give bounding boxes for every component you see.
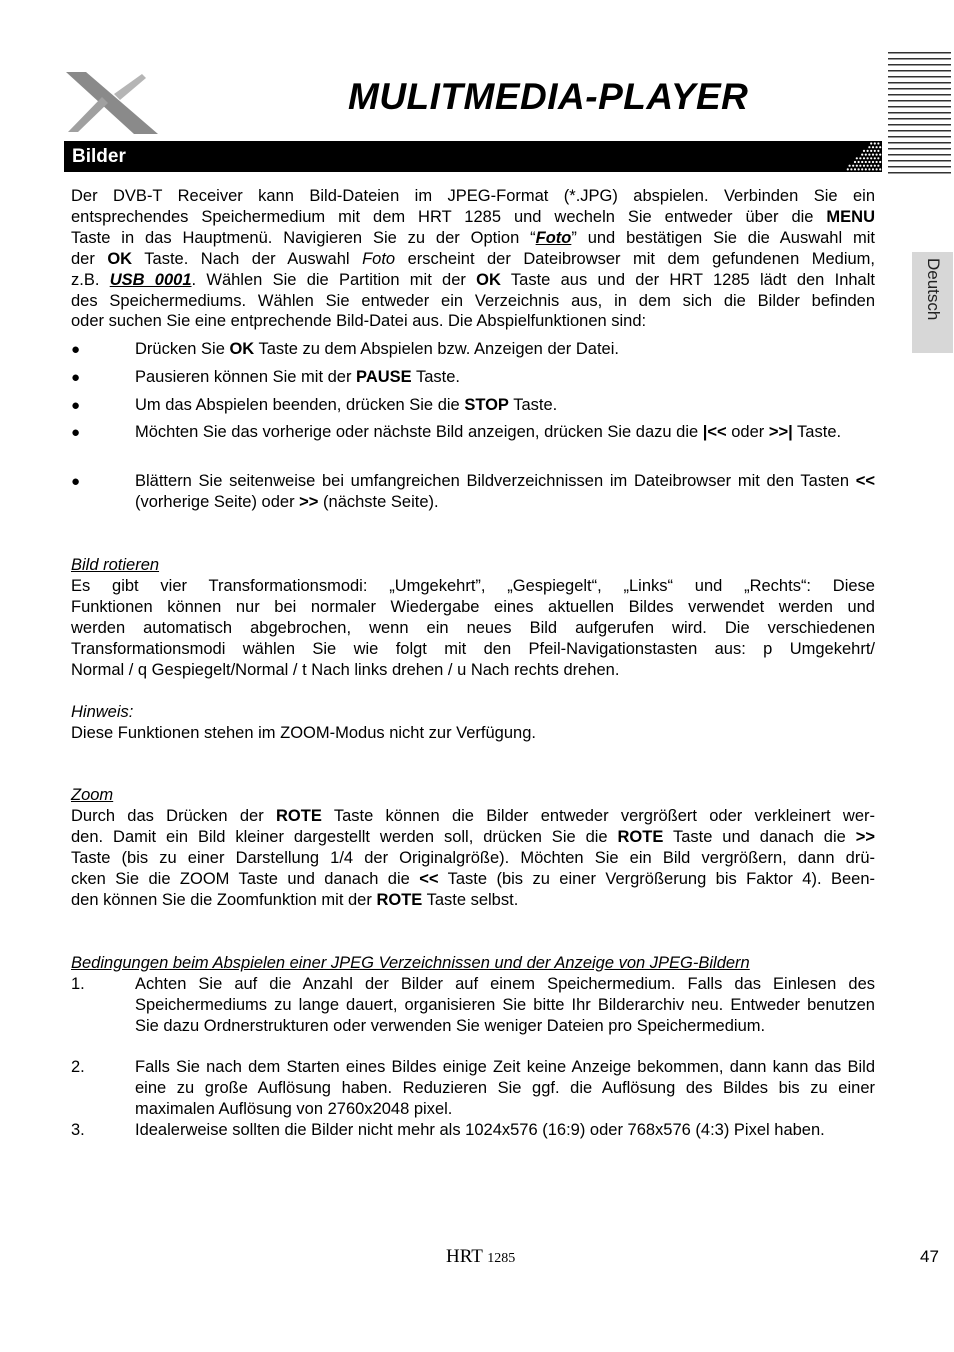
model-prefix: HRT: [446, 1246, 483, 1267]
intro-line: [71, 186, 875, 207]
text: erscheint der Dateibrowser mit dem gefundenen Medium,: [395, 249, 876, 268]
language-label: Deutsch: [924, 258, 943, 321]
zoom-section: [71, 785, 875, 910]
text: Taste. Nach der Auswahl: [132, 249, 363, 268]
zoom-line: Taste (bis zu einer Darstellung 1/4 der Originalgröße). Möchten Sie ein Bild vergrößern, dann drü-: [71, 848, 875, 867]
footer-model: [446, 1246, 515, 1268]
bullet-icon: ●: [71, 341, 81, 358]
intro-line: [71, 207, 875, 228]
bullet-text: Blättern Sie seitenweise bei umfangreichen Bildverzeichnissen im Dateibrowser mit den Tasten << (vorherige Seite) oder >> (nächste Seite).: [135, 472, 875, 511]
rotate-line: Normal / q Gespiegelt/Normal / t Nach links drehen / u Nach rechts drehen.: [71, 660, 620, 679]
hint-text: Diese Funktionen stehen im ZOOM-Modus nicht zur Verfügung.: [71, 723, 536, 742]
zoom-line: den. Damit ein Bild kleiner dargestellt werden soll, drücken Sie die ROTE Taste und danach die >>: [71, 827, 875, 846]
rotate-line: Es gibt vier Transformationsmodi: „Umgekehrt”, „Gespiegelt“, „Links“ und „Rechts“: Diese: [71, 576, 875, 595]
text-foto: Foto: [362, 249, 396, 268]
conditions-heading-text: Bedingungen beim Abspielen einer JPEG Verzeichnissen und der Anzeige von JPEG-Bildern: [71, 954, 750, 972]
zoom-line: Durch das Drücken der ROTE Taste können die Bilder entweder vergrößert oder verkleinert wer-: [71, 806, 875, 825]
decorative-stripes: [888, 52, 951, 178]
text: der: [71, 249, 108, 268]
text: Der DVB-T Receiver kann Bild-Dateien im JPEG-Format (*.JPG) abspielen. Verbinden Sie ein: [71, 187, 875, 205]
zoom-line: cken Sie die ZOOM Taste und danach die << Taste (bis zu einer Vergrößerung bis Faktor 4). Been-: [71, 869, 875, 888]
conditions-heading: [71, 953, 875, 974]
model-number: 1285: [487, 1251, 516, 1266]
intro-line: [71, 311, 875, 332]
language-tab: [912, 252, 953, 353]
bullet-text: Möchten Sie das vorherige oder nächste Bild anzeigen, drücken Sie dazu die |<< oder >>| Taste.: [135, 423, 842, 441]
item-number: 3.: [71, 1121, 85, 1139]
item-number: 1.: [71, 975, 85, 993]
intro-line: [71, 270, 875, 291]
text: Taste aus und der HRT 1285 lädt den Inhalt: [500, 270, 875, 289]
text: z.B.: [71, 270, 110, 289]
bullet-text: Drücken Sie OK Taste zu dem Abspielen bzw. Anzeigen der Datei.: [135, 340, 619, 358]
rotate-line: werden automatisch abgebrochen, wenn ein neues Bild aufgerufen wird. Die verschiedenen: [71, 618, 875, 637]
item-text: Falls Sie nach dem Starten eines Bildes einige Zeit keine Anzeige bekommen, dann kann das Bild eine zu große Auflösung haben. Reduzieren Sie ggf. die Auflösung des Bildes bis zu einer maximalen Auflösung von 2760x2048 pixel.: [135, 1058, 875, 1118]
key-ok: OK: [476, 270, 501, 289]
item-text: Achten Sie auf die Anzahl der Bilder auf einem Speichermedium. Falls das Einlesen des Speichermediums zu lange dauert, organisieren Sie bitte Ihr Bilderarchiv neu. Entweder benutzen Sie dazu Ordnerstrukturen oder verwenden Sie weniger Dateien pro Speichermedium.: [135, 975, 875, 1035]
section-title: Bilder: [72, 146, 126, 167]
item-number: 2.: [71, 1058, 85, 1076]
text: oder suchen Sie eine entprechende Bild-Datei aus. Die Abspielfunktionen sind:: [71, 312, 647, 331]
intro-paragraph: [71, 186, 875, 332]
bullet-icon: ●: [71, 397, 81, 414]
bullet-text: Um das Abspielen beenden, drücken Sie die STOP Taste.: [135, 396, 558, 414]
text: des Speichermediums. Wählen Sie entweder ein Verzeichnis aus, in dem sich die Bilder befinden: [71, 291, 875, 310]
rotate-heading: Bild rotieren: [71, 556, 160, 574]
dot-pattern-icon: [842, 141, 882, 172]
intro-line: [71, 249, 875, 270]
brand-logo-icon: [64, 70, 160, 136]
section-header-bar: [64, 141, 882, 172]
rotate-section: [71, 555, 875, 680]
zoom-line: den können Sie die Zoomfunktion mit der ROTE Taste selbst.: [71, 890, 519, 909]
bullet-icon: ●: [71, 473, 81, 490]
hint-heading: Hinweis:: [71, 703, 134, 721]
zoom-heading: Zoom: [71, 786, 114, 804]
rotate-line: Transformationsmodi wählen Sie wie folgt mit den Pfeil-Navigationstasten aus: p Umgekehrt/: [71, 639, 875, 658]
option-foto: Foto: [535, 228, 572, 247]
key-ok: OK: [107, 249, 133, 268]
text: . Wählen Sie die Partition mit der: [191, 270, 477, 289]
page-title: MULITMEDIA-PLAYER: [348, 76, 749, 117]
page-number: 47: [920, 1247, 939, 1266]
medium-usb: USB 0001: [109, 270, 192, 289]
key-menu: MENU: [826, 207, 875, 226]
bullet-icon: ●: [71, 424, 81, 441]
intro-line: [71, 291, 875, 312]
text: ” und bestätigen Sie die Auswahl mit: [571, 228, 875, 247]
text: entsprechendes Speichermedium mit dem HRT 1285 und wecheln Sie entweder über die: [71, 207, 827, 226]
rotate-line: Funktionen können nur bei normaler Wiedergabe eines aktuellen Bildes verwendet werden und: [71, 597, 875, 616]
hint-section: [71, 702, 875, 744]
bullet-text: Pausieren können Sie mit der PAUSE Taste.: [135, 368, 460, 386]
text: Taste in das Hauptmenü. Navigieren Sie zu der Option “: [71, 228, 536, 247]
intro-line: [71, 228, 875, 249]
item-text: Idealerweise sollten die Bilder nicht mehr als 1024x576 (16:9) oder 768x576 (4:3) Pixel haben.: [135, 1121, 825, 1139]
bullet-icon: ●: [71, 369, 81, 386]
